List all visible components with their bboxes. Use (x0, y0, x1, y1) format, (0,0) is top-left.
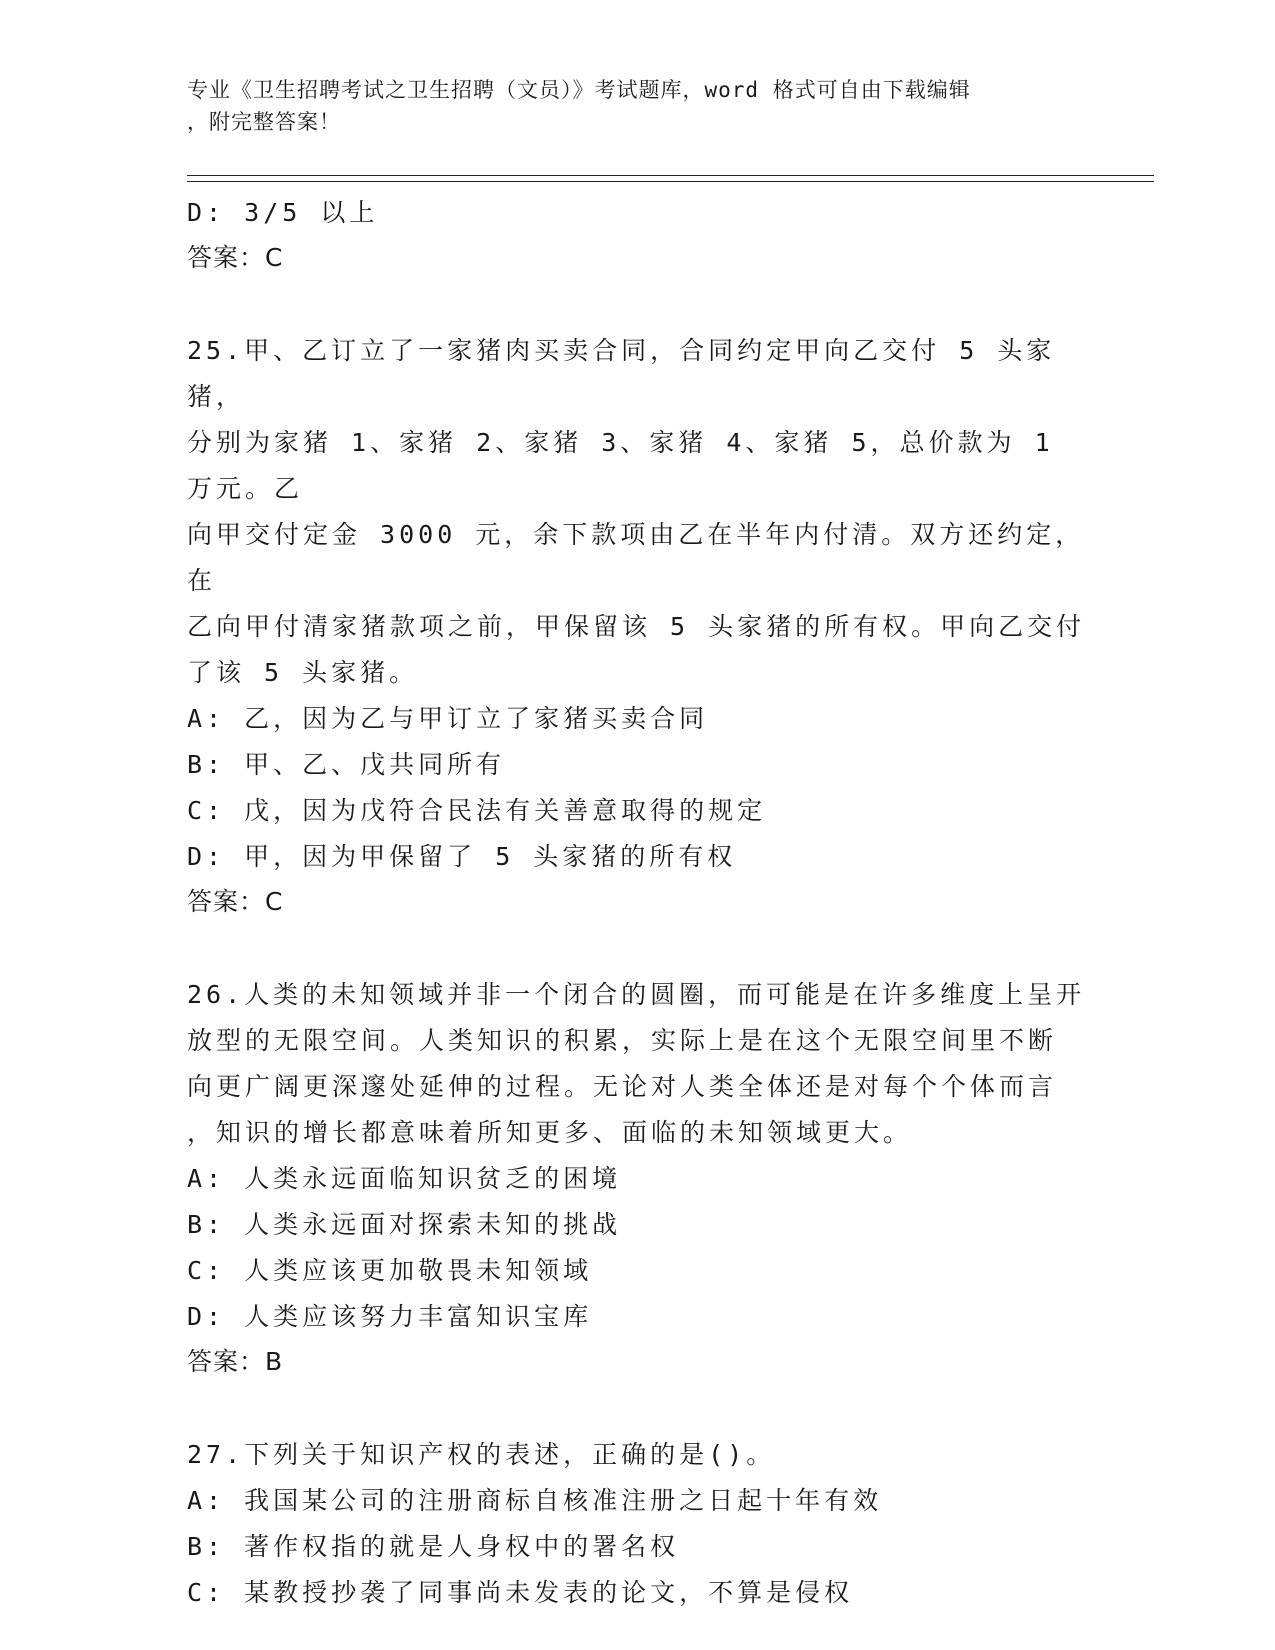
spacer (187, 280, 1087, 328)
stem-line: 25.甲、乙订立了一家猪肉买卖合同，合同约定甲向乙交付 5 头家猪， (187, 336, 1056, 411)
option-b: B: 著作权指的就是人身权中的署名权 (187, 1532, 680, 1561)
prev-answer: 答案：C (187, 243, 284, 272)
question-stem (187, 328, 1087, 696)
question-27 (187, 1432, 1087, 1616)
answer: 答案：B (187, 1347, 284, 1376)
header-line-1: 专业《卫生招聘考试之卫生招聘（文员）》考试题库，word 格式可自由下载编辑 (187, 78, 971, 102)
option-a: A: 乙，因为乙与甲订立了家猪买卖合同 (187, 704, 709, 733)
stem-line: 向更广阔更深邃处延伸的过程。无论对人类全体还是对每个个体而言 (187, 1072, 1058, 1101)
stem-line: 乙向甲付清家猪款项之前，甲保留该 5 头家猪的所有权。甲向乙交付 (187, 612, 1086, 641)
stem-line: ，知识的增长都意味着所知更多、面临的未知领域更大。 (187, 1118, 913, 1147)
question-stem (187, 1432, 1087, 1478)
question-25 (187, 328, 1087, 924)
option-c: C: 某教授抄袭了同事尚未发表的论文，不算是侵权 (187, 1578, 854, 1607)
document-header (187, 74, 1077, 138)
question-26 (187, 972, 1087, 1384)
answer: 答案：C (187, 887, 284, 916)
stem-line: 了该 5 头家猪。 (187, 658, 419, 687)
option-c: C: 戊，因为戊符合民法有关善意取得的规定 (187, 796, 767, 825)
prev-option-d: D: 3/5 以上 (187, 198, 379, 227)
question-stem (187, 972, 1087, 1156)
header-line-2: ，附完整答案！ (187, 110, 341, 134)
option-d: D: 人类应该努力丰富知识宝库 (187, 1302, 593, 1331)
option-a: A: 人类永远面临知识贫乏的困境 (187, 1164, 622, 1193)
stem-line: 26.人类的未知领域并非一个闭合的圆圈，而可能是在许多维度上呈开 (187, 980, 1086, 1009)
header-divider (187, 175, 1154, 182)
spacer (187, 1384, 1087, 1432)
option-d: D: 甲，因为甲保留了 5 头家猪的所有权 (187, 842, 737, 871)
option-b: B: 甲、乙、戊共同所有 (187, 750, 506, 779)
stem-line: 向甲交付定金 3000 元，余下款项由乙在半年内付清。双方还约定，在 (187, 520, 1085, 595)
document-body (187, 190, 1087, 1616)
stem-line: 分别为家猪 1、家猪 2、家猪 3、家猪 4、家猪 5，总价款为 1 万元。乙 (187, 428, 1054, 503)
spacer (187, 924, 1087, 972)
stem-line: 放型的无限空间。人类知识的积累，实际上是在这个无限空间里不断 (187, 1026, 1058, 1055)
option-c: C: 人类应该更加敬畏未知领域 (187, 1256, 593, 1285)
option-b: B: 人类永远面对探索未知的挑战 (187, 1210, 622, 1239)
stem-line: 27.下列关于知识产权的表述，正确的是()。 (187, 1440, 776, 1469)
option-a: A: 我国某公司的注册商标自核准注册之日起十年有效 (187, 1486, 883, 1515)
